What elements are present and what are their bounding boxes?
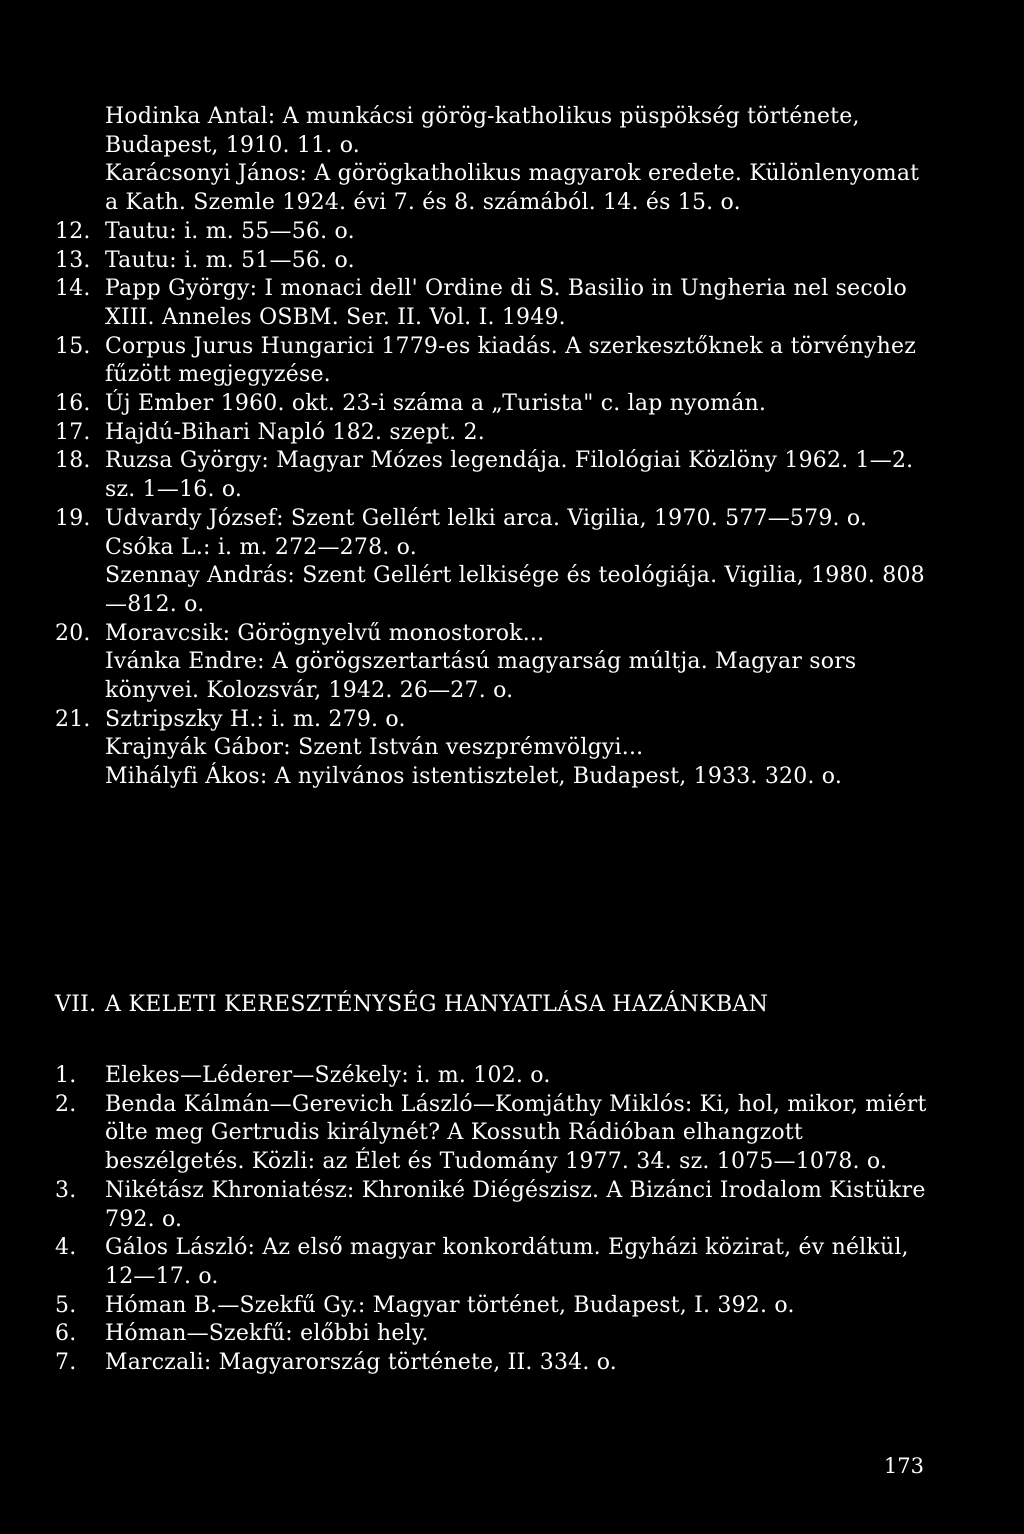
endnote-number: 18.	[55, 448, 91, 474]
endnote-text: Gálos László: Az első magyar konkordátum. Egyházi közirat, év nélkül, 12—17. o.	[105, 1235, 909, 1289]
endnote-text: Hodinka Antal: A munkácsi görög-katholikus püspökség története, Budapest, 1910. 11. o.	[105, 104, 860, 158]
endnote-number: 21.	[55, 706, 91, 732]
endnote-text: Udvardy József: Szent Gellért lelki arca. Vigilia, 1970. 577—579. o.	[105, 505, 868, 531]
endnote-number: 5.	[55, 1292, 77, 1318]
endnote-number: 7.	[55, 1350, 77, 1376]
endnote	[55, 562, 927, 619]
endnote-text: Hóman—Szekfű: előbbi hely.	[105, 1321, 429, 1347]
endnote	[55, 419, 927, 448]
endnote-number: 20.	[55, 620, 91, 646]
endnote	[55, 1292, 927, 1321]
endnote-number: 15.	[55, 333, 91, 359]
endnote-text: Ruzsa György: Magyar Mózes legendája. Filológiai Közlöny 1962. 1—2. sz. 1—16. o.	[105, 448, 914, 503]
endnote-number: 2.	[55, 1091, 77, 1117]
endnote-text: Ivánka Endre: A görögszertartású magyarság múltja. Magyar sors könyvei. Kolozsvár, 1942. 26—27. o.	[105, 649, 857, 704]
endnote-text: Hóman B.—Szekfű Gy.: Magyar történet, Budapest, I. 392. o.	[105, 1292, 795, 1318]
endnote	[55, 1177, 927, 1234]
endnote-text: Hajdú-Bihari Napló 182. szept. 2.	[105, 419, 485, 445]
endnote-text: Marczali: Magyarország története, II. 334. o.	[105, 1350, 617, 1376]
endnote-number: 19.	[55, 505, 91, 531]
endnote	[55, 247, 927, 276]
endnote	[55, 333, 927, 390]
endnote-number: 3.	[55, 1177, 77, 1203]
endnote	[55, 275, 927, 332]
endnotes-list	[55, 103, 927, 792]
endnote-number: 14.	[55, 276, 91, 302]
endnote	[55, 706, 927, 735]
endnote-number: 17.	[55, 419, 91, 445]
endnote-text: Új Ember 1960. okt. 23-i száma a „Turista" c. lap nyomán.	[105, 391, 767, 417]
endnote-text: Moravcsik: Görögnyelvű monostorok...	[105, 620, 545, 646]
endnote-text: Papp György: I monaci dell' Ordine di S. Basilio in Ungheria nel secolo XIII. Anneles OSBM. Ser. II. Vol. I. 1949.	[105, 276, 907, 330]
endnote	[55, 1320, 927, 1349]
endnote	[55, 1062, 927, 1091]
endnote-text: Karácsonyi János: A görögkatholikus magyarok eredete. Különlenyomat a Kath. Szemle 1924. évi 7. és 8. számából. 14. és 15. o.	[105, 161, 920, 216]
endnote-text: Elekes—Léderer—Székely: i. m. 102. o.	[105, 1063, 551, 1088]
endnote	[55, 763, 927, 792]
endnote-number: 16.	[55, 391, 91, 417]
section-number: VII.	[55, 992, 97, 1017]
endnote-number: 4.	[55, 1235, 77, 1261]
endnote	[55, 390, 927, 419]
endnote	[55, 648, 927, 705]
section-endnotes-list	[55, 1062, 927, 1378]
endnote	[55, 447, 927, 504]
section-title: A KELETI KERESZTÉNYSÉG HANYATLÁSA HAZÁNKBAN	[105, 992, 769, 1017]
endnote-text: Mihályfi Ákos: A nyilvános istentisztelet, Budapest, 1933. 320. o.	[105, 764, 843, 790]
endnote	[55, 218, 927, 247]
endnote-number: 6.	[55, 1321, 77, 1347]
endnote	[55, 505, 927, 534]
endnote-number: 12.	[55, 218, 91, 244]
endnote	[55, 1349, 927, 1378]
endnote	[55, 1234, 927, 1291]
endnote	[55, 734, 927, 763]
endnote-text: Benda Kálmán—Gerevich László—Komjáthy Miklós: Ki, hol, mikor, miért ölte meg Gertrudis királynét? A Kossuth Rádióban elhangzott beszélgetés. Közli: az Élet és Tudomány 1977. 34. sz. 1075—1078. o.	[105, 1091, 927, 1175]
endnote-text: Szennay András: Szent Gellért lelkisége és teológiája. Vigilia, 1980. 808—812. o.	[105, 563, 925, 617]
endnote-number: 1.	[55, 1063, 77, 1088]
endnote-text: Tautu: i. m. 51—56. o.	[105, 247, 355, 273]
endnote-text: Csóka L.: i. m. 272—278. o.	[105, 534, 417, 560]
endnote	[55, 160, 927, 217]
endnote-text: Tautu: i. m. 55—56. o.	[105, 218, 355, 244]
endnote	[55, 620, 927, 649]
endnote	[55, 103, 927, 160]
section-heading	[55, 990, 935, 1020]
endnote	[55, 534, 927, 563]
endnote	[55, 1091, 927, 1177]
endnote-number: 13.	[55, 247, 91, 273]
endnote-text: Nikétász Khroniatész: Khroniké Diégészisz. A Bizánci Irodalom Kistükre 792. o.	[105, 1177, 926, 1232]
endnote-text: Corpus Jurus Hungarici 1779-es kiadás. A szerkesztőknek a törvényhez fűzött megjegyzése.	[105, 333, 916, 388]
endnote-text: Krajnyák Gábor: Szent István veszprémvölgyi...	[105, 735, 644, 761]
page-number: 173	[883, 1454, 924, 1478]
endnote-text: Sztripszky H.: i. m. 279. o.	[105, 706, 406, 732]
